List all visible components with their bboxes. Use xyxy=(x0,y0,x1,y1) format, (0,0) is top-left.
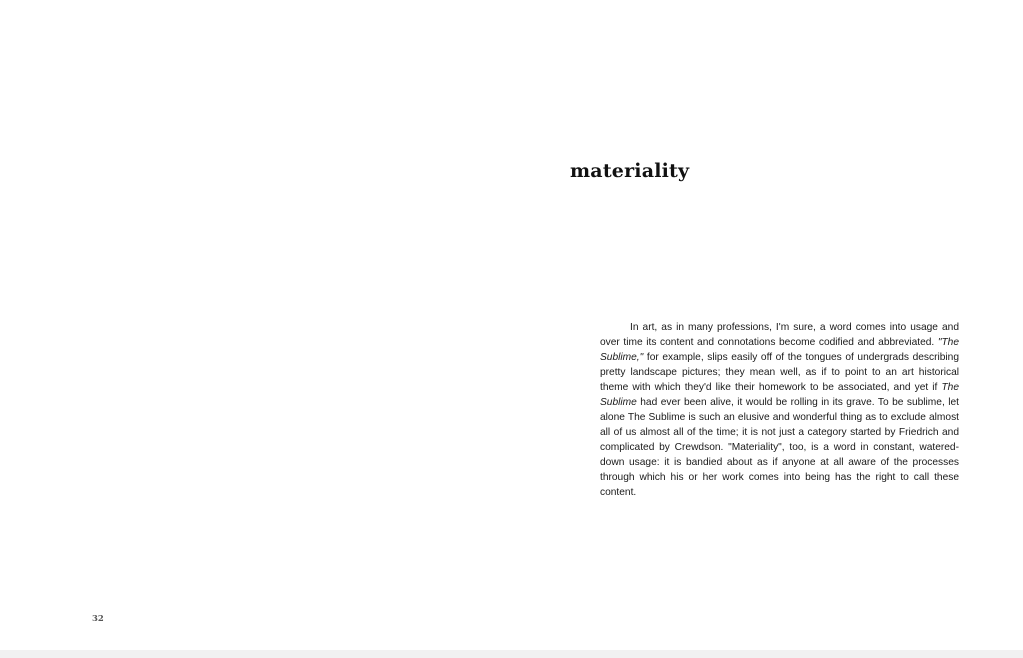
page-number: 32 xyxy=(92,614,104,624)
body-text-italic: "The Sublime," xyxy=(600,337,959,363)
chapter-title: materiality xyxy=(570,160,690,182)
body-text xyxy=(600,320,959,500)
body-text-segment: In art, as in many professions, I'm sure, a word comes into usage and over time its content and connotations become codified and abbreviated. xyxy=(600,322,959,348)
body-text-segment: had ever been alive, it would be rolling in its grave. To be sublime, let alone The Sublime is such an elusive and wonderful thing as to exclude almost all of us almost all of the time; it is not just a category started by Friedrich and complicated by Crewdson. "Materiality", too, is a word in constant, watered-down usage: it is bandied about as if anyone at all aware of the processes through which his or her work comes into being has the right to call these content. xyxy=(600,397,959,498)
page-bottom-strip xyxy=(0,650,1023,658)
body-paragraph xyxy=(600,320,959,500)
body-text-segment: for example, slips easily off of the tongues of undergrads describing pretty landscape pictures; they mean well, as if to point to an art historical theme with which they'd like their homework to be associated, and yet if xyxy=(600,352,959,393)
body-text-italic: The Sublime xyxy=(600,382,959,408)
